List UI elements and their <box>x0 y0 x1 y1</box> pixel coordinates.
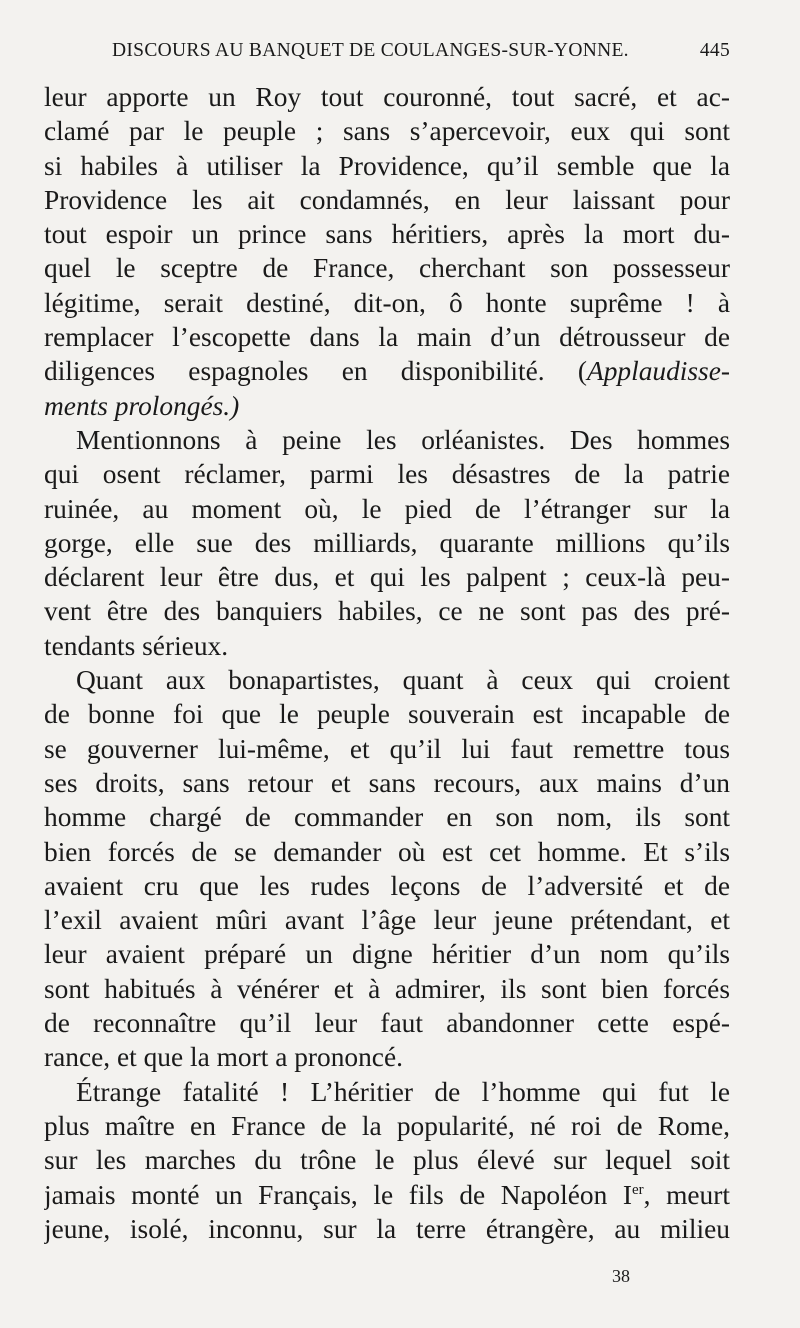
text-line: quel le sceptre de France, cherchant son possesseur <box>44 253 730 284</box>
text-line: plus maître en France de la popularité, né roi de Rome, <box>44 1110 730 1141</box>
text-line: ruinée, au moment où, le pied de l’étranger sur la <box>44 493 730 524</box>
text-line: l’exil avaient mûri avant l’âge leur jeune prétendant, et <box>44 905 730 936</box>
paragraph-end-line: tendants sérieux. <box>44 630 229 661</box>
text-line: leur apporte un Roy tout couronné, tout sacré, et ac- <box>44 82 730 112</box>
text-line: qui osent réclamer, parmi les désastres de la patrie <box>44 459 730 490</box>
text-line-applause <box>44 354 730 388</box>
signature-mark: 38 <box>612 1266 630 1286</box>
paragraph-end-line: rance, et que la mort a prononcé. <box>44 1042 403 1073</box>
running-title: DISCOURS AU BANQUET DE COULANGES-SUR-YONNE. <box>112 40 629 61</box>
page-number: 445 <box>699 40 730 61</box>
paragraph-start-line: Quant aux bonapartistes, quant à ceux qui croient <box>76 665 730 696</box>
paragraph-start-line: Mentionnons à peine les orléanistes. Des hommes <box>76 424 730 455</box>
text-line: légitime, serait destiné, dit-on, ô honte suprême ! à <box>44 287 730 318</box>
text-line: se gouverner lui-même, et qu’il lui faut remettre tous <box>44 733 730 764</box>
text-line: homme chargé de commander en son nom, ils sont <box>44 802 730 833</box>
text-line-italic: ments prolongés.) <box>44 390 240 421</box>
text-line: de bonne foi que le peuple souverain est incapable de <box>44 699 730 730</box>
text-line: de reconnaître qu’il leur faut abandonner cette espé- <box>44 1008 730 1039</box>
text-fragment: jamais monté un Français, le fils de Napoléon I <box>44 1179 632 1210</box>
text-line: gorge, elle sue des milliards, quarante millions qu’ils <box>44 527 730 558</box>
text-line: si habiles à utiliser la Providence, qu’il semble que la <box>44 150 730 181</box>
italic-applause: Applaudisse- <box>586 356 730 387</box>
text-line: Providence les ait condamnés, en leur laissant pour <box>44 184 730 215</box>
text-fragment: , meurt <box>643 1179 730 1210</box>
text-line: clamé par le peuple ; sans s’apercevoir, eux qui sont <box>44 116 730 147</box>
text-line: sur les marches du trône le plus élevé sur lequel soit <box>44 1145 730 1176</box>
page-body <box>44 80 730 1246</box>
text-line: vent être des banquiers habiles, ce ne sont pas des pré- <box>44 596 730 627</box>
text-line: leur avaient préparé un digne héritier d’un nom qu’ils <box>44 939 730 970</box>
text-line: ses droits, sans retour et sans recours, aux mains d’un <box>44 767 730 798</box>
text-line: avaient cru que les rudes leçons de l’adversité et de <box>44 870 730 901</box>
ordinal-superscript: er <box>632 1181 644 1198</box>
text-line: bien forcés de se demander où est cet homme. Et s’ils <box>44 836 730 867</box>
page-header <box>112 40 730 70</box>
text-line: déclarent leur être dus, et qui les palpent ; ceux-là peu- <box>44 562 730 593</box>
text-line: remplacer l’escopette dans la main d’un détrousseur de <box>44 322 730 353</box>
text-line-superscript <box>44 1178 730 1212</box>
text-line: jeune, isolé, inconnu, sur la terre étrangère, au milieu <box>44 1213 730 1244</box>
paragraph-start-line: Étrange fatalité ! L’héritier de l’homme qui fut le <box>76 1076 730 1107</box>
text-line: tout espoir un prince sans héritiers, après la mort du- <box>44 219 730 250</box>
text-fragment: diligences espagnoles en disponibilité. ( <box>44 356 587 387</box>
text-line: sont habitués à vénérer et à admirer, ils sont bien forcés <box>44 973 730 1004</box>
